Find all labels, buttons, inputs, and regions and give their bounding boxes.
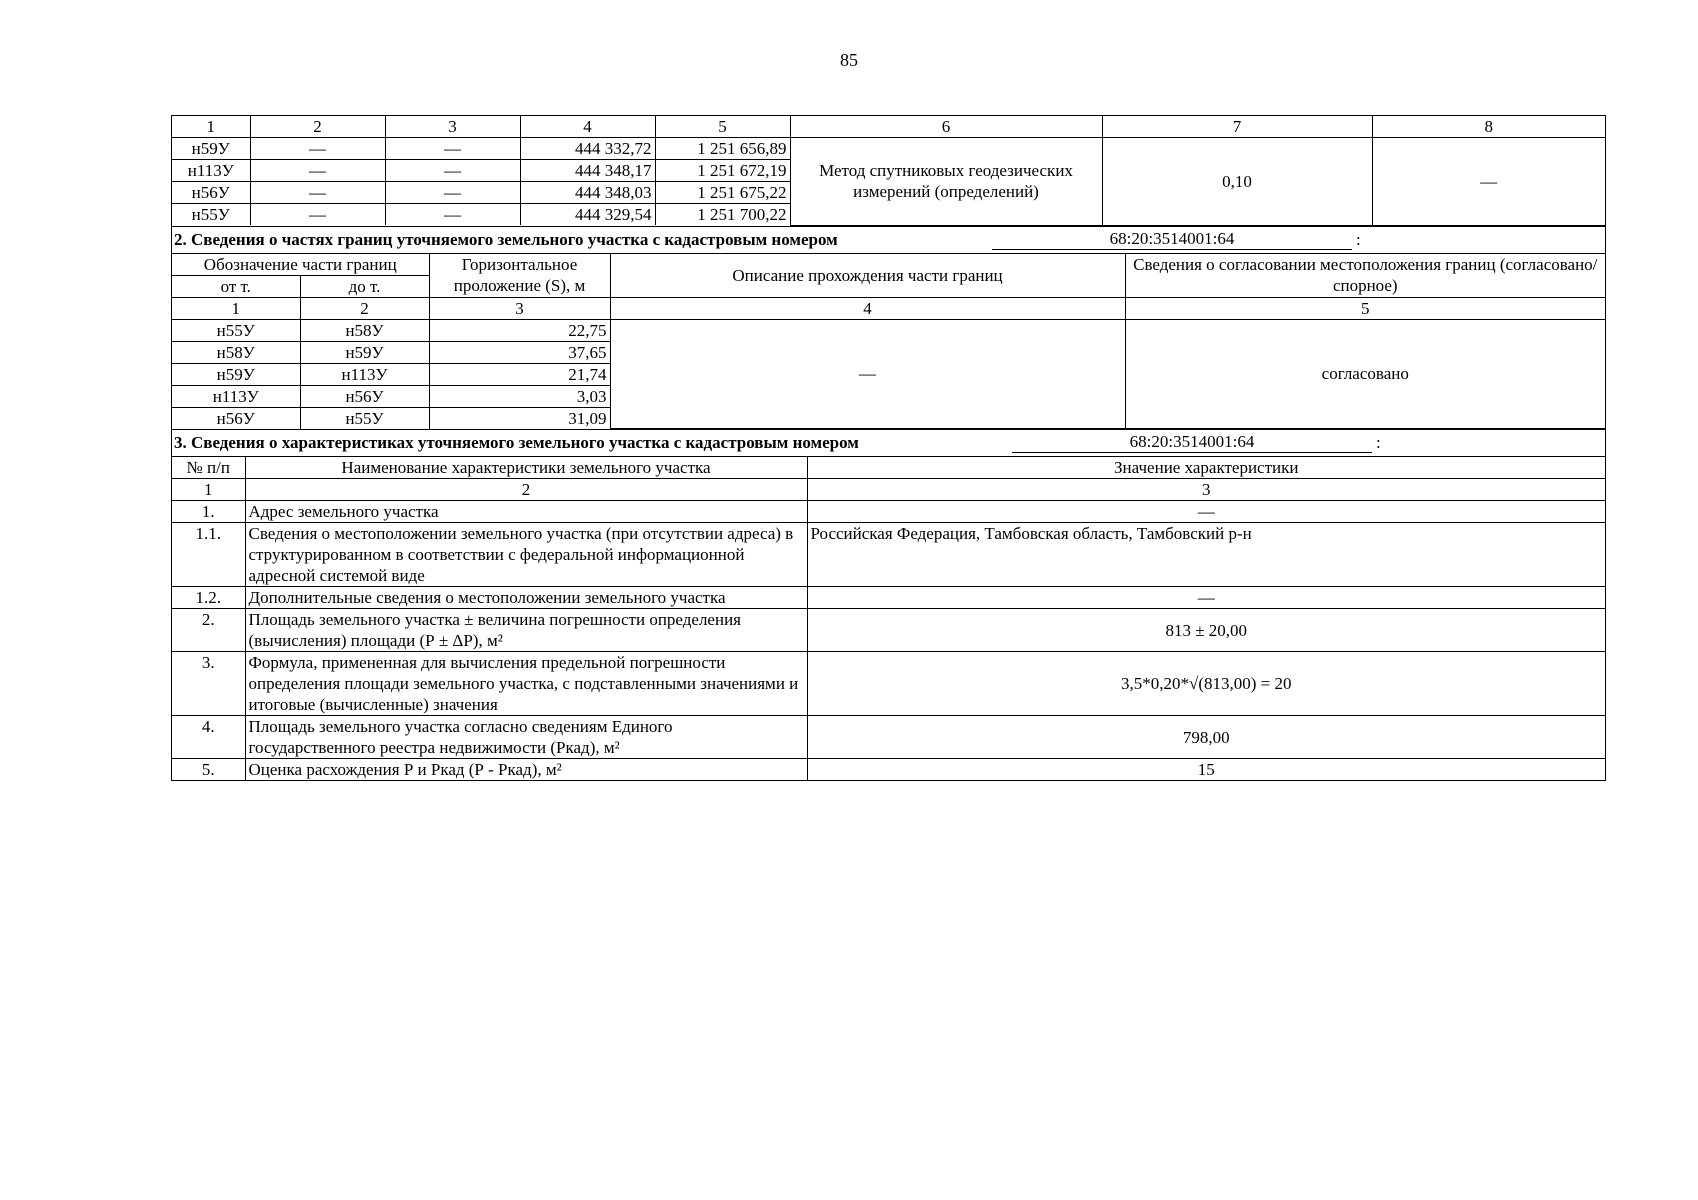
col-num: 5	[1125, 297, 1605, 319]
coord-x: 444 348,03	[520, 182, 655, 204]
col-num: 3	[385, 116, 520, 138]
row-num: 1.2.	[172, 587, 245, 609]
table-row	[172, 759, 1605, 781]
point-name: н59У	[172, 138, 250, 160]
col-num: 2	[250, 116, 385, 138]
row-num: 1.	[172, 501, 245, 523]
characteristics-table	[172, 457, 1605, 781]
section-3-cadastral-number: 68:20:3514001:64	[1012, 431, 1372, 453]
agree-cell: согласовано	[1125, 319, 1605, 429]
col-num: 4	[610, 297, 1125, 319]
desc-cell: —	[610, 319, 1125, 429]
char-name: Сведения о местоположении земельного участка (при отсутствии адреса) в структурированном в соответствии с федеральной информационной адресной системой виде	[245, 523, 807, 587]
cell-dash: —	[250, 160, 385, 182]
length-value: 37,65	[429, 341, 610, 363]
section-3-title-text: 3. Сведения о характеристиках уточняемого земельного участка с кадастровым номером	[174, 433, 859, 452]
coord-y: 1 251 656,89	[655, 138, 790, 160]
col-num: 8	[1372, 116, 1605, 138]
table-row	[172, 652, 1605, 716]
cell-dash: —	[250, 204, 385, 226]
coord-x: 444 348,17	[520, 160, 655, 182]
head-to: до т.	[300, 275, 429, 297]
cell-dash: —	[250, 182, 385, 204]
char-name: Формула, примененная для вычисления предельной погрешности определения площади земельного участка, с подставленными значениями и итоговые (вычисленные) значения	[245, 652, 807, 716]
char-name: Адрес земельного участка	[245, 501, 807, 523]
head-part: Обозначение части границ	[172, 254, 429, 276]
section-2-colon: :	[1356, 229, 1361, 249]
table-row	[172, 501, 1605, 523]
to-point: н58У	[300, 319, 429, 341]
length-value: 22,75	[429, 319, 610, 341]
col-num: 3	[429, 297, 610, 319]
col-num: 2	[245, 479, 807, 501]
point-name: н56У	[172, 182, 250, 204]
from-point: н113У	[172, 385, 300, 407]
char-value: —	[807, 501, 1605, 523]
boundary-parts-table	[172, 254, 1605, 430]
from-point: н58У	[172, 341, 300, 363]
head-num: № п/п	[172, 457, 245, 479]
head-agree: Сведения о согласовании местоположения границ (согласовано/спорное)	[1125, 254, 1605, 298]
char-name: Дополнительные сведения о местоположении земельного участка	[245, 587, 807, 609]
table-row	[172, 138, 1605, 160]
point-name: н55У	[172, 204, 250, 226]
cell-dash: —	[385, 160, 520, 182]
page-number: 85	[840, 50, 858, 70]
char-value: 15	[807, 759, 1605, 781]
section-3-title	[172, 429, 1605, 457]
char-name: Площадь земельного участка ± величина погрешности определения (вычисления) площади (Р ± ΔР), м²	[245, 609, 807, 652]
row-num: 3.	[172, 652, 245, 716]
accuracy-cell: 0,10	[1102, 138, 1372, 226]
head-name: Наименование характеристики земельного участка	[245, 457, 807, 479]
table-row	[172, 716, 1605, 759]
char-value: —	[807, 587, 1605, 609]
section-2-cadastral-number: 68:20:3514001:64	[992, 228, 1352, 250]
coord-x: 444 332,72	[520, 138, 655, 160]
to-point: н59У	[300, 341, 429, 363]
length-value: 3,03	[429, 385, 610, 407]
coordinates-header-row	[172, 116, 1605, 138]
characteristics-num-row	[172, 479, 1605, 501]
document-body	[171, 115, 1606, 781]
head-from: от т.	[172, 275, 300, 297]
col-num: 1	[172, 297, 300, 319]
coordinates-table	[172, 116, 1605, 226]
head-value: Значение характеристики	[807, 457, 1605, 479]
col-num: 7	[1102, 116, 1372, 138]
length-value: 31,09	[429, 407, 610, 429]
section-3-colon: :	[1376, 433, 1381, 452]
cell-dash: —	[385, 182, 520, 204]
coord-x: 444 329,54	[520, 204, 655, 226]
point-name: н113У	[172, 160, 250, 182]
row-num: 1.1.	[172, 523, 245, 587]
col-num: 5	[655, 116, 790, 138]
col-num: 3	[807, 479, 1605, 501]
col8-cell: —	[1372, 138, 1605, 226]
char-value: 3,5*0,20*√(813,00) = 20	[807, 652, 1605, 716]
col-num: 6	[790, 116, 1102, 138]
coord-y: 1 251 675,22	[655, 182, 790, 204]
head-desc: Описание прохождения части границ	[610, 254, 1125, 298]
coord-y: 1 251 672,19	[655, 160, 790, 182]
from-point: н55У	[172, 319, 300, 341]
row-num: 2.	[172, 609, 245, 652]
char-value: Российская Федерация, Тамбовская область, Тамбовский р-н	[807, 523, 1605, 587]
table-row	[172, 523, 1605, 587]
to-point: н113У	[300, 363, 429, 385]
from-point: н56У	[172, 407, 300, 429]
row-num: 4.	[172, 716, 245, 759]
from-point: н59У	[172, 363, 300, 385]
cell-dash: —	[385, 138, 520, 160]
col-num: 2	[300, 297, 429, 319]
char-name: Оценка расхождения Р и Ркад (Р - Ркад), м²	[245, 759, 807, 781]
col-num: 1	[172, 116, 250, 138]
col-num: 4	[520, 116, 655, 138]
cell-dash: —	[385, 204, 520, 226]
coord-y: 1 251 700,22	[655, 204, 790, 226]
cell-dash: —	[250, 138, 385, 160]
to-point: н56У	[300, 385, 429, 407]
row-num: 5.	[172, 759, 245, 781]
char-value: 813 ± 20,00	[807, 609, 1605, 652]
col-num: 1	[172, 479, 245, 501]
char-name: Площадь земельного участка согласно сведениям Единого государственного реестра недвижимости (Ркад), м²	[245, 716, 807, 759]
table-row	[172, 319, 1605, 341]
boundary-header-row	[172, 254, 1605, 276]
table-row	[172, 587, 1605, 609]
length-value: 21,74	[429, 363, 610, 385]
boundary-num-row	[172, 297, 1605, 319]
section-2-title	[172, 226, 1605, 254]
table-row	[172, 609, 1605, 652]
method-cell: Метод спутниковых геодезических измерений (определений)	[790, 138, 1102, 226]
characteristics-header-row	[172, 457, 1605, 479]
to-point: н55У	[300, 407, 429, 429]
section-2-title-text: 2. Сведения о частях границ уточняемого земельного участка с кадастровым номером	[174, 229, 838, 249]
char-value: 798,00	[807, 716, 1605, 759]
head-length: Горизонтальное проложение (S), м	[429, 254, 610, 298]
